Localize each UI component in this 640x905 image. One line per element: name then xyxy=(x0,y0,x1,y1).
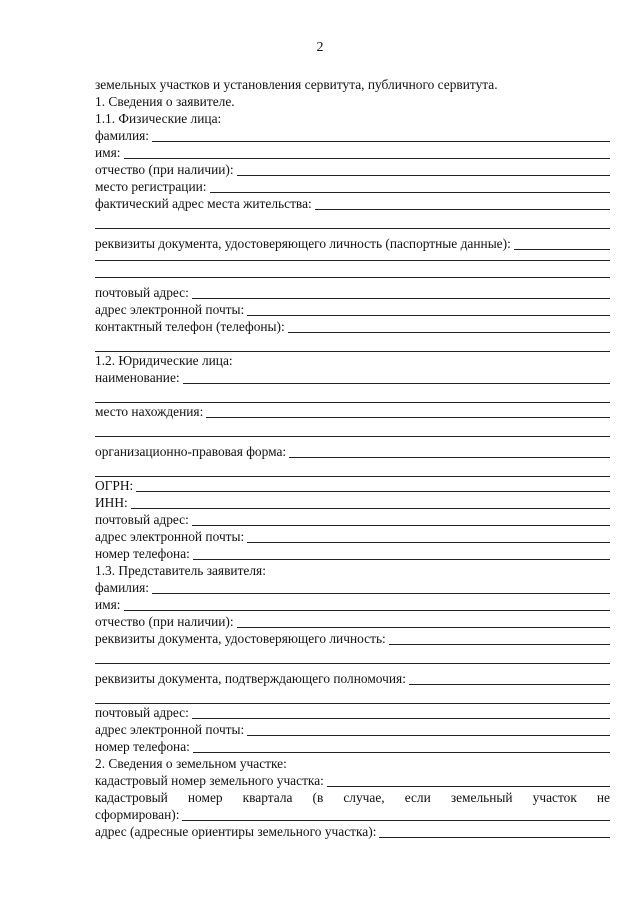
field-block-number[interactable] xyxy=(95,806,610,823)
field-actual-address[interactable] xyxy=(95,195,610,212)
field-label: место нахождения: xyxy=(95,404,204,419)
field-rep-postal[interactable] xyxy=(95,704,610,721)
fill-line[interactable] xyxy=(514,248,610,250)
field-label: сформирован): xyxy=(95,807,180,822)
field-land-address[interactable] xyxy=(95,823,610,840)
fill-line[interactable] xyxy=(182,819,610,821)
field-label: имя: xyxy=(95,145,121,160)
field-label: организационно-правовая форма: xyxy=(95,444,287,459)
field-id-document[interactable] xyxy=(95,235,610,252)
section-2-title: 2. Сведения о земельном участке: xyxy=(95,756,287,771)
field-label: почтовый адрес: xyxy=(95,512,189,527)
blank-line[interactable] xyxy=(95,212,610,229)
page-number: 2 xyxy=(316,40,324,55)
field-label: фактический адрес места жительства: xyxy=(95,196,312,211)
field-location[interactable] xyxy=(95,403,610,420)
field-rep-email[interactable] xyxy=(95,721,610,738)
blank-line[interactable] xyxy=(95,261,610,278)
fill-line[interactable] xyxy=(237,626,610,628)
field-label: ИНН: xyxy=(95,495,128,510)
field-inn[interactable] xyxy=(95,494,610,511)
fill-line[interactable] xyxy=(315,208,610,210)
section-1-2-title: 1.2. Юридические лица: xyxy=(95,353,233,368)
form-body xyxy=(95,76,610,840)
field-label: адрес (адресные ориентиры земельного участка): xyxy=(95,824,377,839)
section-1-3-title: 1.3. Представитель заявителя: xyxy=(95,563,266,578)
fill-line[interactable] xyxy=(152,140,610,142)
field-ogrn[interactable] xyxy=(95,477,610,494)
field-surname[interactable] xyxy=(95,127,610,144)
block-number-label: кадастровый номер квартала (в случае, если земельный участок не xyxy=(95,790,610,805)
field-label: адрес электронной почты: xyxy=(95,302,245,317)
field-label: фамилия: xyxy=(95,128,149,143)
field-registration[interactable] xyxy=(95,178,610,195)
fill-line[interactable] xyxy=(288,331,610,333)
field-label: почтовый адрес: xyxy=(95,285,189,300)
field-rep-authority[interactable] xyxy=(95,670,610,687)
fill-line[interactable] xyxy=(131,507,610,509)
field-label: имя: xyxy=(95,597,121,612)
field-label: реквизиты документа, удостоверяющего личность: xyxy=(95,631,386,646)
field-label: место регистрации: xyxy=(95,179,207,194)
fill-line[interactable] xyxy=(409,683,610,685)
blank-line[interactable] xyxy=(95,460,610,477)
fill-line[interactable] xyxy=(192,524,610,526)
blank-line[interactable] xyxy=(95,335,610,352)
field-phones[interactable] xyxy=(95,318,610,335)
field-label: ОГРН: xyxy=(95,478,134,493)
fill-line[interactable] xyxy=(193,751,610,753)
field-label: номер телефона: xyxy=(95,739,190,754)
field-label: фамилия: xyxy=(95,580,149,595)
field-rep-patronymic[interactable] xyxy=(95,613,610,630)
field-rep-surname[interactable] xyxy=(95,579,610,596)
fill-line[interactable] xyxy=(124,609,610,611)
blank-line[interactable] xyxy=(95,687,610,704)
field-label: почтовый адрес: xyxy=(95,705,189,720)
field-cadastral-number[interactable] xyxy=(95,772,610,789)
field-org-postal[interactable] xyxy=(95,511,610,528)
field-label: контактный телефон (телефоны): xyxy=(95,319,285,334)
field-label: адрес электронной почты: xyxy=(95,529,245,544)
fill-line[interactable] xyxy=(210,191,610,193)
field-label: отчество (при наличии): xyxy=(95,614,234,629)
fill-line[interactable] xyxy=(124,157,610,159)
fill-line[interactable] xyxy=(237,174,610,176)
field-rep-name[interactable] xyxy=(95,596,610,613)
blank-line[interactable] xyxy=(95,647,610,664)
fill-line[interactable] xyxy=(136,490,610,492)
fill-line[interactable] xyxy=(192,717,610,719)
field-org-phone[interactable] xyxy=(95,545,610,562)
field-email[interactable] xyxy=(95,301,610,318)
fill-line[interactable] xyxy=(183,382,610,384)
fill-line[interactable] xyxy=(289,456,610,458)
field-postal-address[interactable] xyxy=(95,284,610,301)
fill-line[interactable] xyxy=(379,836,610,838)
fill-line[interactable] xyxy=(152,592,610,594)
field-label: наименование: xyxy=(95,370,180,385)
field-label: реквизиты документа, подтверждающего полномочия: xyxy=(95,671,406,686)
field-label: адрес электронной почты: xyxy=(95,722,245,737)
field-org-name[interactable] xyxy=(95,369,610,386)
fill-line[interactable] xyxy=(247,314,610,316)
fill-line[interactable] xyxy=(247,734,610,736)
field-label: отчество (при наличии): xyxy=(95,162,234,177)
blank-line[interactable] xyxy=(95,252,610,261)
blank-line[interactable] xyxy=(95,386,610,403)
fill-line[interactable] xyxy=(327,785,610,787)
field-label: кадастровый номер земельного участка: xyxy=(95,773,324,788)
field-rep-id-document[interactable] xyxy=(95,630,610,647)
field-legal-form[interactable] xyxy=(95,443,610,460)
field-label: номер телефона: xyxy=(95,546,190,561)
section-1-1-title: 1.1. Физические лица: xyxy=(95,111,222,126)
fill-line[interactable] xyxy=(206,416,610,418)
fill-line[interactable] xyxy=(193,558,610,560)
blank-line[interactable] xyxy=(95,420,610,437)
fill-line[interactable] xyxy=(389,643,610,645)
fill-line[interactable] xyxy=(247,541,610,543)
field-name[interactable] xyxy=(95,144,610,161)
intro-line: земельных участков и установления сервитута, публичного сервитута. xyxy=(95,77,498,92)
field-patronymic[interactable] xyxy=(95,161,610,178)
field-label: реквизиты документа, удостоверяющего личность (паспортные данные): xyxy=(95,236,511,251)
field-rep-phone[interactable] xyxy=(95,738,610,755)
field-org-email[interactable] xyxy=(95,528,610,545)
fill-line[interactable] xyxy=(192,297,610,299)
section-1-title: 1. Сведения о заявителе. xyxy=(95,94,235,109)
